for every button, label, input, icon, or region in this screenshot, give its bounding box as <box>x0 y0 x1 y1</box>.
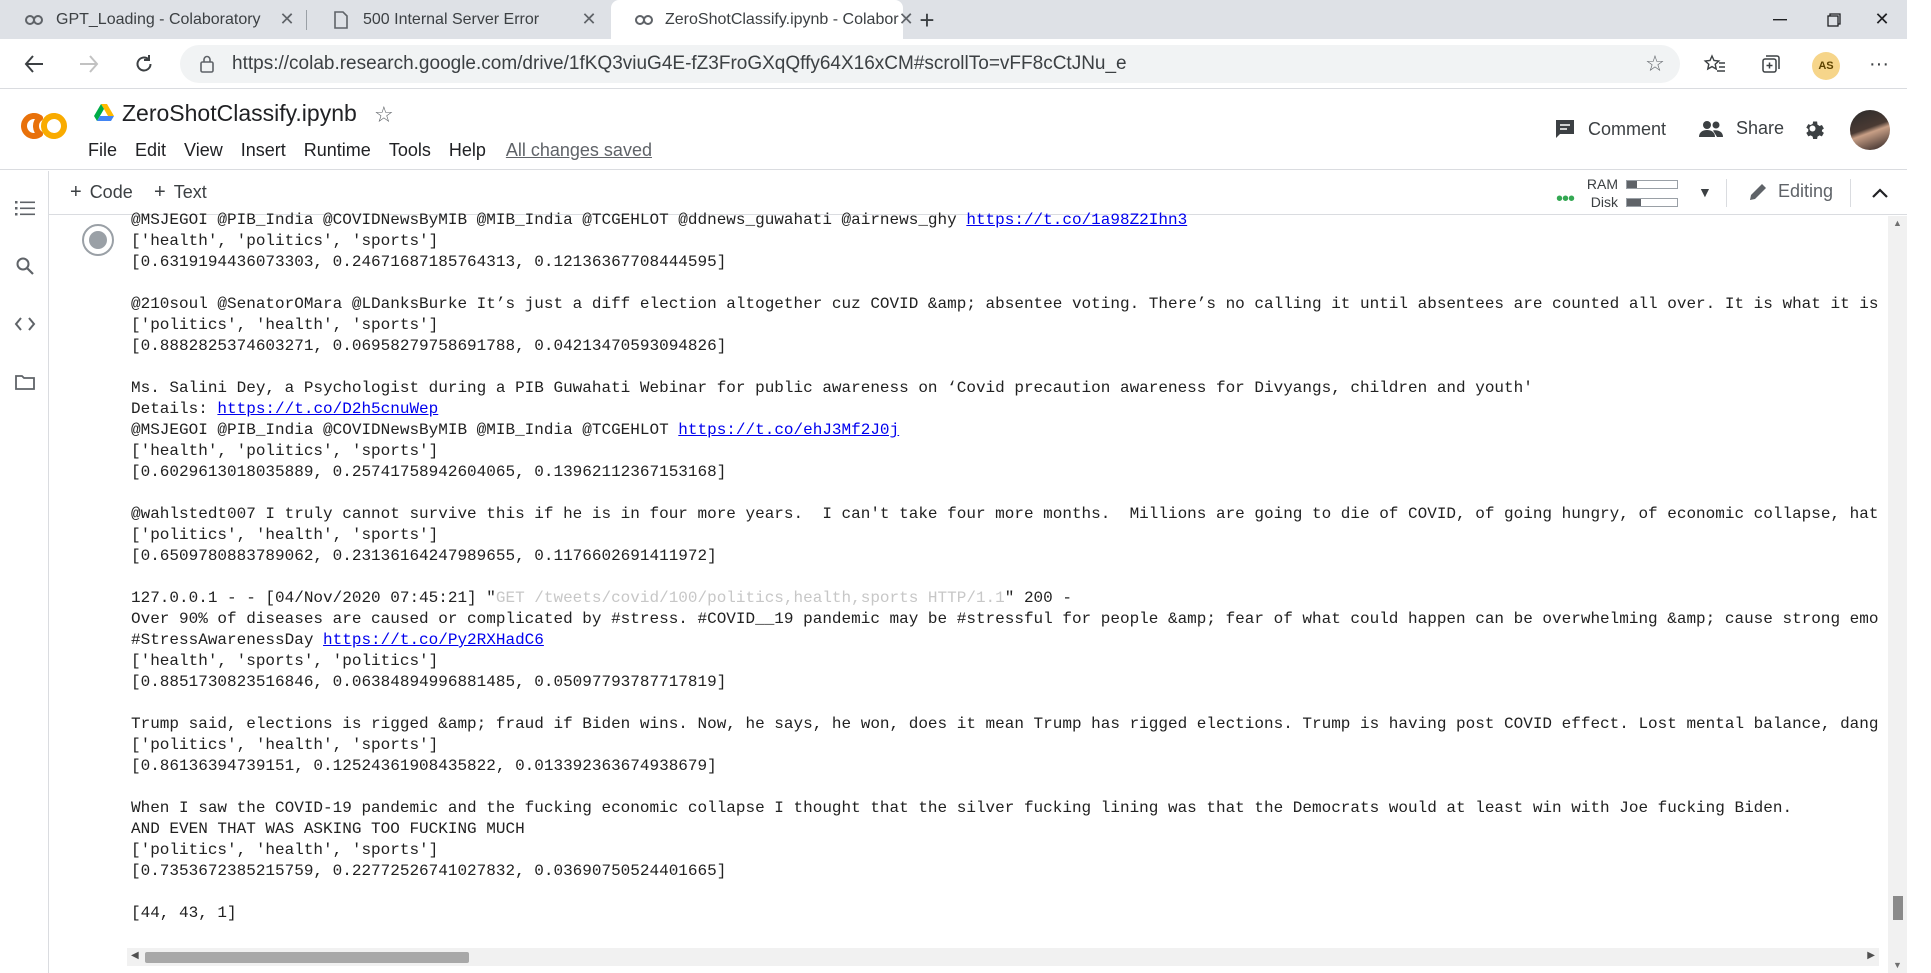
share-button[interactable] <box>1698 118 1784 139</box>
output-line <box>131 483 1931 504</box>
scroll-down-icon[interactable]: ▼ <box>1893 960 1902 970</box>
output-text: ['health', 'sports', 'politics'] <box>131 652 439 670</box>
reload-icon[interactable] <box>127 47 161 81</box>
output-text: ['health', 'politics', 'sports'] <box>131 442 439 460</box>
share-label: Share <box>1736 118 1785 138</box>
output-line <box>131 231 1931 252</box>
output-line <box>131 714 1931 735</box>
output-line <box>131 273 1931 294</box>
ram-label: RAM <box>1586 176 1618 192</box>
bookmark-star-icon[interactable]: ☆ <box>1645 51 1665 76</box>
output-line <box>131 315 1931 336</box>
output-line <box>131 567 1931 588</box>
output-text: @210soul @SenatorOMara @LDanksBurke It’s just a diff election altogether cuz COVID &amp; absentee voting. There’s no calling it until absentees are counted all over. It is what it is <box>131 295 1879 313</box>
output-link[interactable]: https://t.co/1a98Z2Ihn3 <box>966 211 1188 229</box>
plus-icon: + <box>154 181 166 203</box>
horizontal-scrollbar[interactable] <box>127 948 1879 966</box>
ram-usage-bar <box>1626 180 1678 189</box>
horizontal-scroll-thumb[interactable] <box>145 952 469 963</box>
request-log-text: GET /tweets/covid/100/politics,health,sports HTTP/1.1 <box>495 589 1005 607</box>
output-line <box>131 609 1931 630</box>
output-link[interactable]: https://t.co/Py2RXHadC6 <box>323 631 544 649</box>
add-text-cell-button[interactable] <box>154 181 207 204</box>
cell-run-indicator[interactable] <box>82 224 114 256</box>
output-line <box>131 819 1931 840</box>
colab-icon <box>635 10 653 30</box>
disk-usage-fill <box>1627 199 1641 206</box>
left-sidebar <box>0 171 49 973</box>
connected-dots-icon: ••• <box>1556 188 1575 210</box>
output-line <box>131 777 1931 798</box>
output-text: @wahlstedt007 I truly cannot survive this if he is in four more years. I can't take four more months. Millions are going to die of COVID, of going hungry, of economic collapse, hat <box>131 505 1879 523</box>
disk-label: Disk <box>1590 194 1618 210</box>
editing-label: Editing <box>1778 181 1834 201</box>
code-snippets-icon[interactable] <box>12 311 38 337</box>
ram-usage-fill <box>1627 181 1637 188</box>
output-text: @MSJEGOI @PIB_India @COVIDNewsByMIB @MIB_India @TCGEHLOT @ddnews_guwahati @airnews_ghy <box>131 211 967 229</box>
folder-icon[interactable] <box>12 369 38 395</box>
menu-view[interactable]: View <box>184 140 223 160</box>
output-text: " 200 - <box>1004 589 1072 607</box>
user-avatar[interactable] <box>1850 110 1890 150</box>
collections-icon[interactable] <box>1754 47 1788 81</box>
output-line <box>131 252 1931 273</box>
close-window-icon[interactable]: ✕ <box>1874 9 1890 29</box>
scroll-left-icon[interactable]: ◀ <box>131 950 139 961</box>
output-line <box>131 798 1931 819</box>
output-line <box>131 504 1931 525</box>
notebook-title[interactable]: ZeroShotClassify.ipynb <box>122 100 357 126</box>
page-icon <box>331 10 351 30</box>
browser-profile-avatar[interactable]: AS <box>1812 52 1840 80</box>
back-icon[interactable] <box>17 47 51 81</box>
tab-title: ZeroShotClassify.ipynb - Colabor <box>665 10 899 28</box>
comment-icon <box>1554 118 1576 140</box>
output-line <box>131 861 1931 882</box>
menu-edit[interactable]: Edit <box>135 140 167 160</box>
output-link[interactable]: https://t.co/D2h5cnuWep <box>217 400 439 418</box>
tab-title: 500 Internal Server Error <box>363 10 540 28</box>
url-text[interactable]: https://colab.research.google.com/drive/1fKQ3viuG4E-fZ3FroGXqQffy64X16xCM#scrollTo=vFF8cCtJNu_e <box>232 53 1127 74</box>
output-text: [44, 43, 1] <box>131 904 237 922</box>
plus-icon: + <box>70 181 82 203</box>
new-tab-icon[interactable]: + <box>919 4 935 35</box>
browser-tab-3[interactable] <box>611 0 914 39</box>
scroll-right-icon[interactable]: ▶ <box>1867 950 1875 961</box>
output-text: AND EVEN THAT WAS ASKING TOO FUCKING MUCH <box>131 820 525 838</box>
gear-icon[interactable] <box>1800 116 1830 146</box>
add-code-cell-button[interactable] <box>70 181 133 204</box>
colab-icon <box>24 10 44 30</box>
menu-tools[interactable]: Tools <box>388 140 431 160</box>
menu-help[interactable]: Help <box>448 140 486 160</box>
output-line <box>131 462 1931 483</box>
output-text: [0.6029613018035889, 0.25741758942604065, 0.13962112367153168] <box>131 463 727 481</box>
search-icon[interactable] <box>12 253 38 279</box>
close-icon[interactable]: ✕ <box>898 9 914 29</box>
save-status[interactable]: All changes saved <box>505 140 652 160</box>
output-text: Trump said, elections is rigged &amp; fraud if Biden wins. Now, he says, he won, does it mean Trump has rigged elections. Trump is having post COVID effect. Lost mental balance, dang <box>131 715 1879 733</box>
output-line <box>131 294 1931 315</box>
google-drive-icon[interactable] <box>94 104 114 122</box>
output-line <box>131 525 1931 546</box>
browser-tab-2[interactable] <box>307 0 607 39</box>
output-line <box>131 735 1931 756</box>
minimize-icon[interactable] <box>1750 0 1810 39</box>
output-line <box>131 336 1931 357</box>
notebook-content <box>50 211 1888 948</box>
chevron-down-icon[interactable]: ▼ <box>1698 184 1712 200</box>
address-bar[interactable] <box>180 45 1680 83</box>
favorites-icon[interactable] <box>1698 47 1732 81</box>
output-text: Ms. Salini Dey, a Psychologist during a PIB Guwahati Webinar for public awareness on ‘Covid precaution awareness for Divyangs, children and youth' <box>131 379 1533 397</box>
star-icon[interactable]: ☆ <box>374 102 394 127</box>
output-text: [0.8851730823516846, 0.06384894996881485, 0.05097793787717819] <box>131 673 727 691</box>
output-line <box>131 651 1931 672</box>
output-text: @MSJEGOI @PIB_India @COVIDNewsByMIB @MIB_India @TCGEHLOT <box>131 421 679 439</box>
comment-label: Comment <box>1588 118 1667 139</box>
output-text: ['politics', 'health', 'sports'] <box>131 736 439 754</box>
output-line <box>131 693 1931 714</box>
output-line <box>131 441 1931 462</box>
close-icon[interactable]: ✕ <box>279 9 295 29</box>
output-text: ['politics', 'health', 'sports'] <box>131 841 439 859</box>
text-label: Text <box>173 182 207 202</box>
browser-toolbar <box>0 39 1907 89</box>
pencil-icon <box>1748 182 1768 202</box>
code-label: Code <box>89 182 133 202</box>
notebook-toolbar <box>0 171 1907 215</box>
browser-tab-strip <box>0 0 1907 39</box>
output-text: Over 90% of diseases are caused or complicated by #stress. #COVID__19 pandemic may be #stressful for people &amp; fear of what could happen can be overwhelming &amp; cause strong emo <box>131 610 1879 628</box>
output-text: When I saw the COVID-19 pandemic and the fucking economic collapse I thought that the silver fucking lining was that the Democrats would at least win with Joe fucking Biden. <box>131 799 1793 817</box>
vertical-scroll-thumb[interactable] <box>1893 896 1903 920</box>
toolbar-divider <box>1850 179 1851 207</box>
editing-mode-button[interactable] <box>1748 181 1833 202</box>
output-line <box>131 420 1931 441</box>
people-icon <box>1698 120 1724 138</box>
table-of-contents-icon[interactable] <box>12 195 38 221</box>
output-line <box>131 210 1931 231</box>
menu-insert[interactable]: Insert <box>240 140 286 160</box>
output-text: [0.6509780883789062, 0.23136164247989655, 0.1176602691411972] <box>131 547 717 565</box>
toolbar-divider <box>1726 179 1727 207</box>
output-text: [0.86136394739151, 0.12524361908435822, 0.013392363674938679] <box>131 757 717 775</box>
menu-runtime[interactable]: Runtime <box>303 140 371 160</box>
stop-icon <box>89 231 107 249</box>
colab-logo-icon[interactable] <box>18 108 70 144</box>
menu-file[interactable]: File <box>88 140 118 160</box>
forward-icon[interactable] <box>72 47 106 81</box>
comment-button[interactable] <box>1554 118 1666 140</box>
close-icon[interactable]: ✕ <box>581 9 597 29</box>
output-text: ['politics', 'health', 'sports'] <box>131 526 439 544</box>
disk-usage-bar <box>1626 198 1678 207</box>
output-line <box>131 756 1931 777</box>
menu-bar <box>88 140 652 161</box>
browser-tab-1[interactable] <box>0 0 305 39</box>
output-text: Details: <box>131 400 218 418</box>
output-text: [0.7353672385215759, 0.22772526741027832, 0.03690750524401665] <box>131 862 727 880</box>
cell-output <box>131 210 1931 924</box>
output-line <box>131 882 1931 903</box>
tab-title: GPT_Loading - Colaboratory <box>56 10 261 28</box>
output-text: [0.8882825374603271, 0.06958279758691788, 0.04213470593094826] <box>131 337 727 355</box>
vertical-scrollbar[interactable] <box>1888 216 1907 973</box>
output-line <box>131 588 1931 609</box>
output-line <box>131 903 1931 924</box>
output-text: ['health', 'politics', 'sports'] <box>131 232 439 250</box>
more-menu-icon[interactable]: ··· <box>1869 52 1889 75</box>
output-line <box>131 630 1931 651</box>
output-line <box>131 672 1931 693</box>
output-line <box>131 546 1931 567</box>
output-text: 127.0.0.1 - - [04/Nov/2020 07:45:21] " <box>131 589 496 607</box>
output-line <box>131 399 1931 420</box>
scroll-up-icon[interactable]: ▲ <box>1893 218 1902 228</box>
output-line <box>131 378 1931 399</box>
output-text: [0.6319194436073303, 0.24671687185764313, 0.12136367708444595] <box>131 253 727 271</box>
output-link[interactable]: https://t.co/ehJ3Mf2J0j <box>678 421 900 439</box>
resource-monitor[interactable] <box>1556 174 1746 214</box>
lock-icon[interactable] <box>196 53 218 75</box>
output-text: #StressAwarenessDay <box>131 631 324 649</box>
colab-header <box>0 90 1907 170</box>
output-text: ['politics', 'health', 'sports'] <box>131 316 439 334</box>
chevron-up-icon[interactable] <box>1866 179 1894 207</box>
output-line <box>131 840 1931 861</box>
output-line <box>131 357 1931 378</box>
